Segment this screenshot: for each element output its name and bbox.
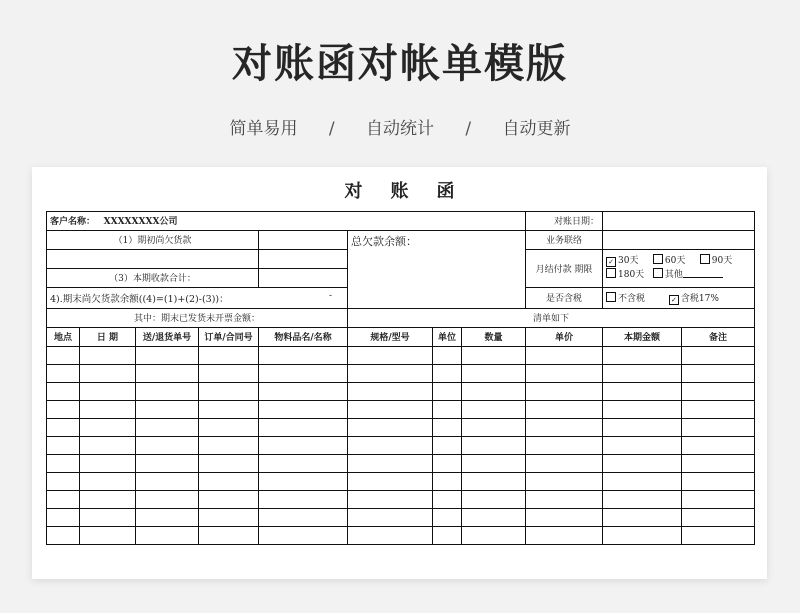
date-label: 对账日期： bbox=[526, 211, 603, 230]
table-cell[interactable] bbox=[80, 526, 136, 544]
table-cell[interactable] bbox=[259, 382, 348, 400]
total-owed-label: 总欠款余额： bbox=[351, 234, 417, 248]
table-cell[interactable] bbox=[199, 418, 259, 436]
table-row bbox=[47, 472, 755, 490]
blank-row-value[interactable] bbox=[259, 249, 348, 268]
table-cell[interactable] bbox=[47, 454, 80, 472]
closing-balance-value: - bbox=[328, 290, 332, 301]
closing-balance-label: 4).期末尚欠货款余额((4)=(1)+(2)-(3))： bbox=[50, 293, 229, 305]
checkbox-icon[interactable] bbox=[700, 254, 710, 264]
customer-label: 客户名称： bbox=[50, 217, 96, 227]
table-row bbox=[47, 418, 755, 436]
table-cell[interactable] bbox=[199, 364, 259, 382]
table-cell[interactable] bbox=[603, 382, 682, 400]
other-underline bbox=[683, 269, 723, 278]
table-cell[interactable] bbox=[526, 400, 603, 418]
table-cell[interactable] bbox=[462, 346, 526, 364]
tax-options bbox=[603, 287, 755, 308]
table-cell[interactable] bbox=[526, 418, 603, 436]
col-unit: 单位 bbox=[433, 327, 462, 346]
table-cell[interactable] bbox=[603, 454, 682, 472]
table-cell[interactable] bbox=[433, 346, 462, 364]
table-cell[interactable] bbox=[80, 346, 136, 364]
table-cell[interactable] bbox=[80, 418, 136, 436]
table-cell[interactable] bbox=[433, 418, 462, 436]
table-cell[interactable] bbox=[526, 436, 603, 454]
table-cell[interactable] bbox=[603, 526, 682, 544]
table-cell[interactable] bbox=[526, 490, 603, 508]
table-cell[interactable] bbox=[348, 400, 433, 418]
table-cell[interactable] bbox=[526, 472, 603, 490]
table-cell[interactable] bbox=[259, 364, 348, 382]
table-cell[interactable] bbox=[348, 526, 433, 544]
table-cell[interactable] bbox=[199, 454, 259, 472]
customer-value: XXXXXXXX公司 bbox=[103, 217, 178, 227]
table-cell[interactable] bbox=[47, 382, 80, 400]
table-row bbox=[47, 382, 755, 400]
option-other[interactable]: 其他 bbox=[653, 270, 723, 280]
tax-label: 是否含税 bbox=[526, 287, 603, 308]
option-60-days[interactable]: 60天 bbox=[653, 254, 697, 268]
tag-separator: / bbox=[328, 119, 335, 139]
detail-label: 清单如下 bbox=[348, 308, 755, 327]
col-delivery-no: 送/退货单号 bbox=[136, 327, 199, 346]
opening-balance-label: （1）期初尚欠货款 bbox=[47, 230, 259, 249]
customer-cell[interactable] bbox=[47, 211, 526, 230]
date-value[interactable] bbox=[603, 211, 755, 230]
table-cell[interactable] bbox=[462, 436, 526, 454]
business-contact-label: 业务联络 bbox=[526, 230, 603, 249]
option-tax-excluded[interactable]: 不含税 bbox=[606, 291, 666, 304]
table-cell[interactable] bbox=[259, 490, 348, 508]
table-cell[interactable] bbox=[199, 400, 259, 418]
table-cell[interactable] bbox=[136, 400, 199, 418]
table-cell[interactable] bbox=[136, 454, 199, 472]
table-cell[interactable] bbox=[603, 364, 682, 382]
period-options bbox=[603, 249, 755, 287]
table-cell[interactable] bbox=[80, 508, 136, 526]
table-cell[interactable] bbox=[348, 472, 433, 490]
table-cell[interactable] bbox=[136, 490, 199, 508]
table-cell[interactable] bbox=[47, 472, 80, 490]
table-cell[interactable] bbox=[682, 346, 755, 364]
checkbox-icon[interactable] bbox=[606, 268, 616, 278]
col-amount: 本期金额 bbox=[603, 327, 682, 346]
table-row bbox=[47, 436, 755, 454]
table-cell[interactable] bbox=[47, 400, 80, 418]
table-cell[interactable] bbox=[259, 400, 348, 418]
total-owed-cell[interactable] bbox=[348, 230, 526, 308]
table-cell[interactable] bbox=[526, 382, 603, 400]
table-cell[interactable] bbox=[136, 382, 199, 400]
table-cell[interactable] bbox=[136, 364, 199, 382]
col-location: 地点 bbox=[47, 327, 80, 346]
table-cell[interactable] bbox=[348, 508, 433, 526]
table-cell[interactable] bbox=[603, 436, 682, 454]
table-cell[interactable] bbox=[462, 454, 526, 472]
table-cell[interactable] bbox=[259, 472, 348, 490]
table-cell[interactable] bbox=[682, 418, 755, 436]
table-cell[interactable] bbox=[136, 418, 199, 436]
table-cell[interactable] bbox=[80, 454, 136, 472]
tag-easy: 简单易用 bbox=[229, 119, 298, 139]
table-cell[interactable] bbox=[526, 454, 603, 472]
table-row bbox=[47, 508, 755, 526]
table-row bbox=[47, 490, 755, 508]
option-30-days[interactable]: ✓ 30天 bbox=[606, 254, 650, 268]
table-cell[interactable] bbox=[526, 364, 603, 382]
table-cell[interactable] bbox=[603, 472, 682, 490]
table-cell[interactable] bbox=[433, 454, 462, 472]
col-spec: 规格/型号 bbox=[348, 327, 433, 346]
table-cell[interactable] bbox=[462, 508, 526, 526]
table-cell[interactable] bbox=[348, 454, 433, 472]
table-cell[interactable] bbox=[682, 472, 755, 490]
table-row bbox=[47, 526, 755, 544]
table-cell[interactable] bbox=[47, 526, 80, 544]
detail-rows bbox=[47, 346, 755, 544]
table-row bbox=[47, 346, 755, 364]
statement-table bbox=[46, 211, 755, 545]
received-label: （3）本期收款合计： bbox=[47, 268, 259, 287]
table-cell[interactable] bbox=[462, 364, 526, 382]
blank-row-cell bbox=[47, 249, 259, 268]
table-cell[interactable] bbox=[80, 400, 136, 418]
table-cell[interactable] bbox=[433, 472, 462, 490]
table-cell[interactable] bbox=[80, 490, 136, 508]
table-cell[interactable] bbox=[462, 526, 526, 544]
table-cell[interactable] bbox=[433, 400, 462, 418]
col-material: 物料品名/名称 bbox=[259, 327, 348, 346]
table-cell[interactable] bbox=[47, 490, 80, 508]
table-cell[interactable] bbox=[199, 526, 259, 544]
table-cell[interactable] bbox=[603, 346, 682, 364]
table-row bbox=[47, 454, 755, 472]
statement-title: 对账函 bbox=[344, 181, 483, 202]
feature-tags bbox=[0, 114, 800, 139]
table-cell[interactable] bbox=[348, 346, 433, 364]
table-cell[interactable] bbox=[47, 418, 80, 436]
tag-auto-update: 自动更新 bbox=[502, 119, 571, 139]
table-cell[interactable] bbox=[80, 436, 136, 454]
table-cell[interactable] bbox=[462, 472, 526, 490]
page-title: 对账函对帐单模版 bbox=[232, 41, 568, 87]
table-cell[interactable] bbox=[259, 526, 348, 544]
table-cell[interactable] bbox=[603, 418, 682, 436]
table-cell[interactable] bbox=[136, 526, 199, 544]
table-cell[interactable] bbox=[259, 418, 348, 436]
table-cell[interactable] bbox=[433, 526, 462, 544]
table-cell[interactable] bbox=[682, 382, 755, 400]
closing-balance-cell[interactable] bbox=[47, 287, 348, 308]
table-cell[interactable] bbox=[348, 382, 433, 400]
tag-separator: / bbox=[465, 119, 472, 139]
uninvoiced-label: 其中：期末已发货未开票金额： bbox=[47, 308, 348, 327]
table-cell[interactable] bbox=[199, 346, 259, 364]
tag-auto-stats: 自动统计 bbox=[366, 119, 434, 139]
opening-balance-value[interactable] bbox=[259, 230, 348, 249]
table-cell[interactable] bbox=[682, 364, 755, 382]
col-quantity: 数量 bbox=[462, 327, 526, 346]
table-cell[interactable] bbox=[47, 508, 80, 526]
option-tax-included[interactable]: ✓ 含税17% bbox=[669, 294, 719, 304]
table-cell[interactable] bbox=[526, 508, 603, 526]
table-cell[interactable] bbox=[603, 490, 682, 508]
table-cell[interactable] bbox=[80, 472, 136, 490]
table-cell[interactable] bbox=[348, 436, 433, 454]
table-cell[interactable] bbox=[47, 346, 80, 364]
table-cell[interactable] bbox=[80, 382, 136, 400]
table-cell[interactable] bbox=[348, 490, 433, 508]
table-cell[interactable] bbox=[682, 436, 755, 454]
option-90-days[interactable]: 90天 bbox=[700, 254, 744, 268]
table-cell[interactable] bbox=[603, 508, 682, 526]
table-cell[interactable] bbox=[462, 418, 526, 436]
table-cell[interactable] bbox=[682, 526, 755, 544]
col-date: 日 期 bbox=[80, 327, 136, 346]
monthly-term-label: 月结付款 期限 bbox=[526, 249, 603, 287]
table-cell[interactable] bbox=[682, 400, 755, 418]
option-180-days[interactable]: 180天 bbox=[606, 268, 650, 282]
table-cell[interactable] bbox=[462, 400, 526, 418]
checkbox-checked-icon[interactable]: ✓ bbox=[606, 257, 616, 267]
table-cell[interactable] bbox=[47, 364, 80, 382]
table-cell[interactable] bbox=[348, 418, 433, 436]
table-cell[interactable] bbox=[136, 508, 199, 526]
col-order-no: 订单/合同号 bbox=[199, 327, 259, 346]
table-cell[interactable] bbox=[462, 382, 526, 400]
checkbox-checked-icon[interactable]: ✓ bbox=[669, 295, 679, 305]
table-cell[interactable] bbox=[136, 436, 199, 454]
column-header-row bbox=[47, 327, 755, 346]
col-remarks: 备注 bbox=[682, 327, 755, 346]
table-cell[interactable] bbox=[526, 526, 603, 544]
table-cell[interactable] bbox=[603, 400, 682, 418]
table-cell[interactable] bbox=[462, 490, 526, 508]
table-cell[interactable] bbox=[433, 436, 462, 454]
table-cell[interactable] bbox=[80, 364, 136, 382]
received-value[interactable] bbox=[259, 268, 348, 287]
table-cell[interactable] bbox=[433, 508, 462, 526]
table-cell[interactable] bbox=[136, 472, 199, 490]
table-cell[interactable] bbox=[348, 364, 433, 382]
table-cell[interactable] bbox=[199, 472, 259, 490]
table-cell[interactable] bbox=[433, 490, 462, 508]
checkbox-icon[interactable] bbox=[606, 292, 616, 302]
statement-sheet bbox=[32, 167, 767, 579]
table-cell[interactable] bbox=[199, 436, 259, 454]
table-cell[interactable] bbox=[259, 508, 348, 526]
table-cell[interactable] bbox=[136, 346, 199, 364]
table-cell[interactable] bbox=[199, 508, 259, 526]
table-cell[interactable] bbox=[682, 508, 755, 526]
table-cell[interactable] bbox=[526, 346, 603, 364]
table-cell[interactable] bbox=[682, 490, 755, 508]
table-cell[interactable] bbox=[682, 454, 755, 472]
checkbox-icon[interactable] bbox=[653, 268, 663, 278]
table-cell[interactable] bbox=[259, 436, 348, 454]
table-cell[interactable] bbox=[259, 346, 348, 364]
table-cell[interactable] bbox=[47, 436, 80, 454]
table-cell[interactable] bbox=[199, 382, 259, 400]
table-row bbox=[47, 364, 755, 382]
table-cell[interactable] bbox=[199, 490, 259, 508]
col-unit-price: 单价 bbox=[526, 327, 603, 346]
business-contact-value[interactable] bbox=[603, 230, 755, 249]
table-cell[interactable] bbox=[433, 364, 462, 382]
table-cell[interactable] bbox=[433, 382, 462, 400]
table-row bbox=[47, 400, 755, 418]
checkbox-icon[interactable] bbox=[653, 254, 663, 264]
table-cell[interactable] bbox=[259, 454, 348, 472]
